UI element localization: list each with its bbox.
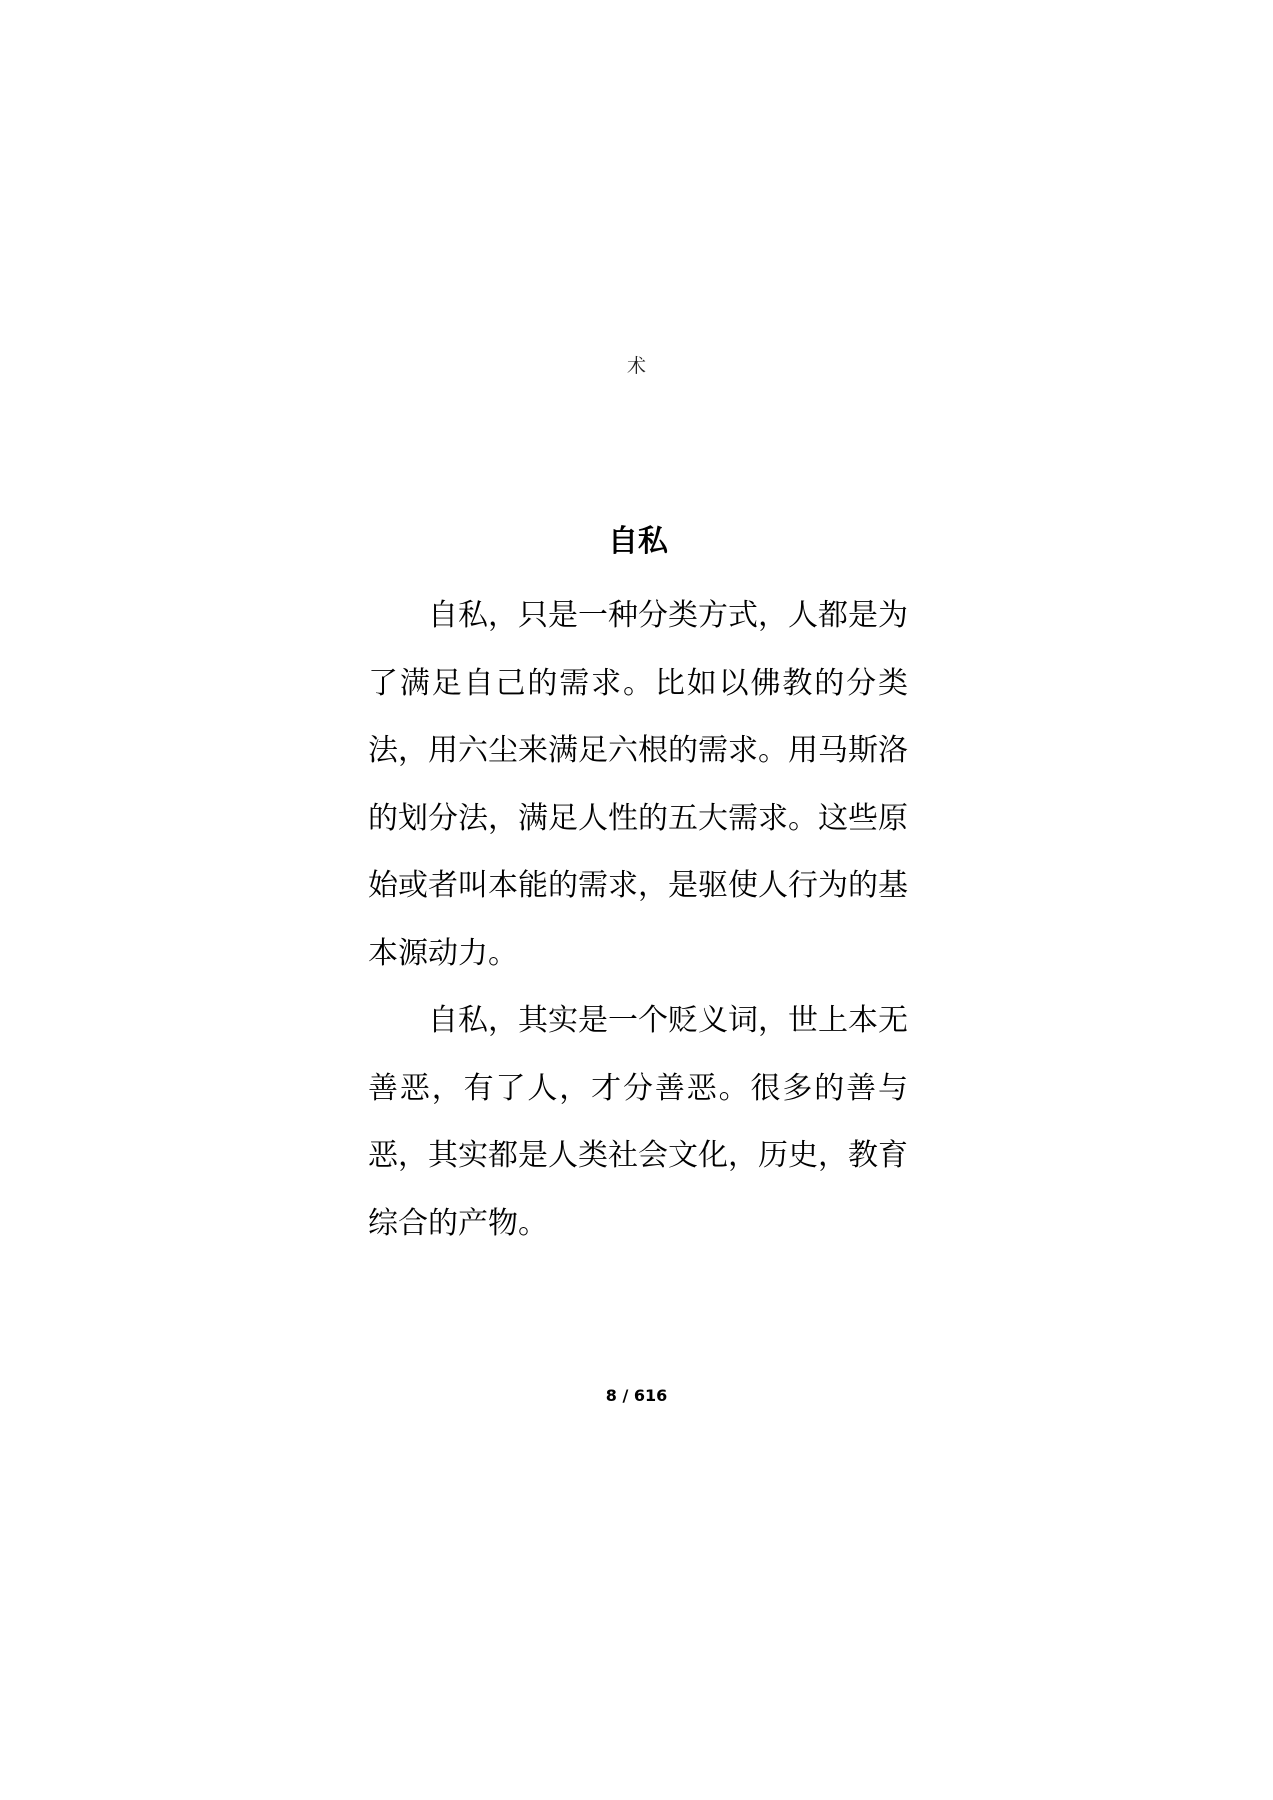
running-header: 术: [626, 355, 646, 377]
article-body: [368, 516, 908, 1257]
paragraph-1: 自私，只是一种分类方式，人都是为了满足自己的需求。比如以佛教的分类法，用六尘来满足六根的需求。用马斯洛的划分法，满足人性的五大需求。这些原始或者叫本能的需求，是驱使人行为的基本源动力。: [368, 598, 908, 971]
article-title: 自私: [608, 524, 668, 559]
paragraph-2: 自私，其实是一个贬义词，世上本无善恶，有了人，才分善恶。很多的善与恶，其实都是人类社会文化，历史，教育综合的产物。: [368, 1003, 908, 1241]
page-number: 8 / 616: [605, 1386, 668, 1405]
